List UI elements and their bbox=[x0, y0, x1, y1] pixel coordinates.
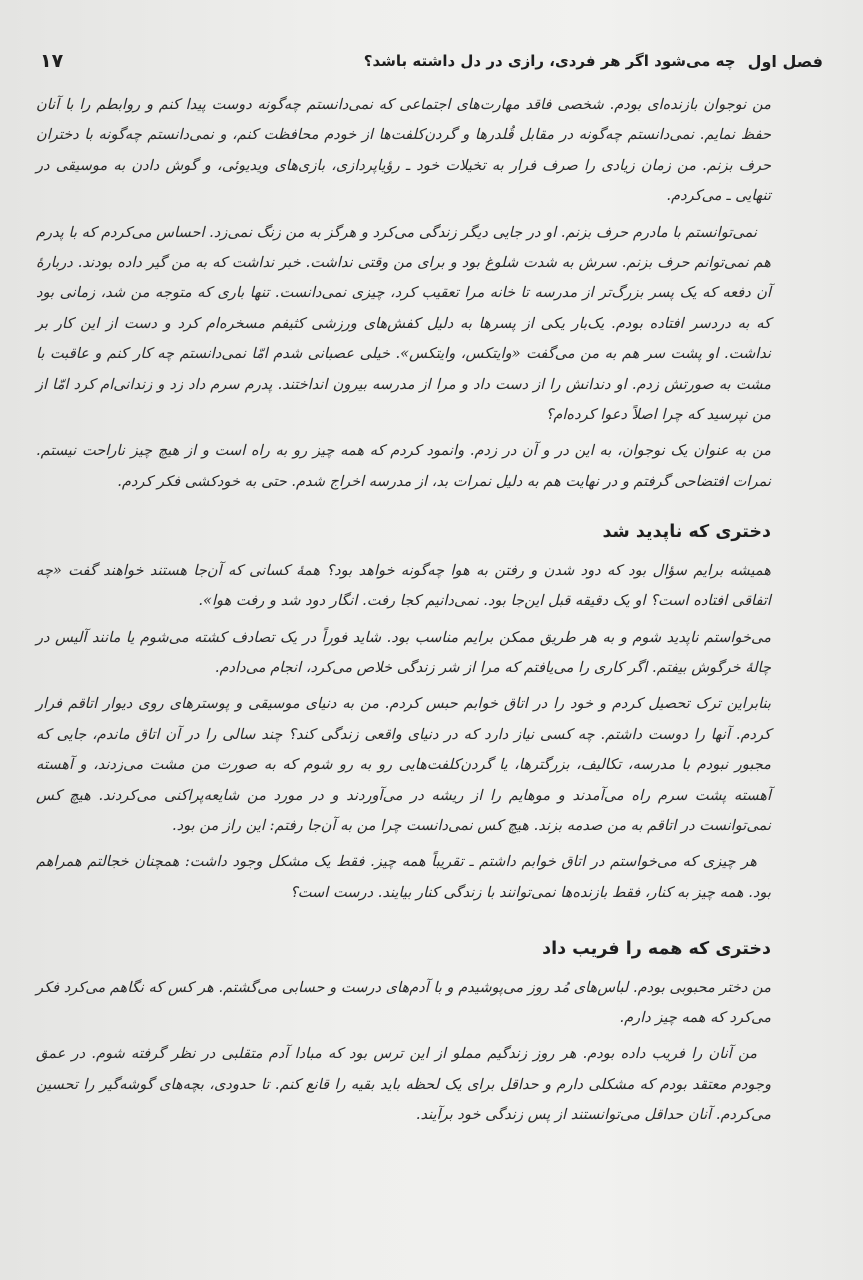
paragraph-s1-1: همیشه برایم سؤال بود که دود شدن و رفتن به هوا چه‌گونه خواهد بود؟ همهٔ کسانی که آن‌جا هستند خواهند گفت «چه اتفاقی افتاده است؟ او یک دقیقه قبل این‌جا بود. نمی‌دانیم کجا رفت. انگار دود شد و رفت هوا». bbox=[36, 561, 771, 610]
paragraph-intro-2: نمی‌توانستم با مادرم حرف بزنم. او در جایی دیگر زندگی می‌کرد و هرگز به من زنگ نمی‌زد. احساس می‌کردم که با پدرم هم نمی‌توانم حرف بزنم. سرش به شدت شلوغ بود و برای من وقتی نداشت. خبر نداشت که به من گیر داده بودند. دربارهٔ آن دفعه که یک پسر بزرگ‌تر از مدرسه تا خانه مرا تعقیب کرد، چیزی نمی‌دانست. تنها باری که متوجه من شد، زمانی بود که به دردسر افتاده بودم. یک‌بار یکی از پسرها به دلیل کفش‌های ورزشی کثیفم مسخره‌ام کرد و دست از این کار بر نداشت. او پشت سر هم به من می‌گفت «وایتکس، وایتکس». خیلی عصبانی شدم امّا نمی‌دانستم چه کار کنم و عاقبت با مشت به صورتش زدم. او دندانش را از دست داد و مرا از مدرسه بیرون انداختند. پدرم سرم داد زد و زندانی‌ام کرد امّا از من نپرسید که چرا اصلاً دعوا کرده‌ام؟ bbox=[36, 223, 771, 424]
paragraph-s1-2: می‌خواستم ناپدید شوم و به هر طریق ممکن برایم مناسب بود. شاید فوراً در یک تصادف کشته می‌شوم یا مانند آلیس در چالهٔ خرگوش بیفتم. اگر کاری را می‌یافتم که مرا از شر زندگی خلاص می‌کرد، انجام می‌دادم. bbox=[36, 628, 771, 676]
paragraph-s2-1: من دختر محبوبی بودم. لباس‌های مُد روز می‌پوشیدم و با آدم‌های درست و حسابی می‌گشتم. هر کس که نگاهم می‌کرد فکر می‌کرد که همه چیز دارم. bbox=[36, 978, 771, 1026]
section-heading-disappeared: دختری که ناپدید شد bbox=[602, 522, 771, 543]
running-title: چه می‌شود اگر هر فردی، رازی در دل داشته باشد؟ bbox=[363, 52, 736, 70]
page-number: ۱۷ bbox=[40, 50, 64, 72]
page-header bbox=[40, 46, 823, 76]
section-heading-fooled: دختری که همه را فریب داد bbox=[542, 939, 771, 960]
chapter-label: فصل اول bbox=[747, 51, 823, 71]
header-titles bbox=[364, 52, 823, 71]
paragraph-s2-2: من آنان را فریب داده بودم. هر روز زندگیم مملو از این ترس بود که مبادا آدم متقلبی در نظر گرفته شوم. در عمق وجودم معتقد بودم که مشکلی دارم و حداقل برای یک لحظه باید بقیه را قانع کنم. تا حدودی، بچه‌های گوشه‌گیر را تحسین می‌کردم. آنان حداقل می‌توانستند از پس زندگی خود برآیند. bbox=[36, 1045, 771, 1124]
paragraph-intro-3: من به عنوان یک نوجوان، به این در و آن در زدم. وانمود کردم که همه چیز رو به راه است و از هیچ چیز ناراحت نیستم. نمرات افتضاحی گرفتم و در نهایت هم به دلیل نمرات بد، از مدرسه اخراج شدم. حتی به خودکشی فکر کردم. bbox=[36, 442, 771, 490]
paragraph-s1-4: هر چیزی که می‌خواستم در اتاق خوابم داشتم ـ تقریباً همه چیز. فقط یک مشکل وجود داشت: همچنان خجالتم همراهم بود. همه چیز به کنار، فقط بازنده‌ها نمی‌توانند با زندگی کنار بیایند. درست است؟ bbox=[36, 853, 771, 901]
paragraph-intro-1: من نوجوان بازنده‌ای بودم. شخصی فاقد مهارت‌های اجتماعی که نمی‌دانستم چه‌گونه دوست پیدا کنم و روابطم را با آنان حفظ نمایم. نمی‌دانستم چه‌گونه در مقابل قُلدرها و گردن‌کلفت‌ها از خودم محافظت کنم، و نمی‌دانستم چه‌گونه با دختران حرف بزنم. من زمان زیادی را صرف فرار به تخیلات خود ـ رؤیاپردازی، بازی‌های ویدیوئی، و گوش دادن به موسیقی در تنهایی ـ می‌کردم. bbox=[36, 96, 771, 205]
page-body bbox=[36, 90, 771, 1137]
paragraph-s1-3: بنابراین ترک تحصیل کردم و خود را در اتاق خوابم حبس کردم. من به دنیای موسیقی و پوسترهای روی دیوار اتاقم فرار کردم. آنها را دوست داشتم. چه کسی نیاز دارد که در دنیای واقعی زندگی کند؟ چند سالی را در آن اتاق ماندم، جایی که مجبور نبودم با مدرسه، تکالیف، بزرگترها، یا گردن‌کلفت‌هایی رو به رو شوم که به صورت من مشت می‌زدند، و آهسته آهسته پشت سرم راه می‌آمدند و موهایم را از ریشه در می‌آوردند و در مورد من شایعه‌پراکنی می‌کردند. هیچ کس نمی‌توانست در اتاقم به من صدمه بزند. هیچ کس نمی‌دانست چرا من به آن‌جا رفتم: این راز من بود. bbox=[36, 695, 771, 834]
